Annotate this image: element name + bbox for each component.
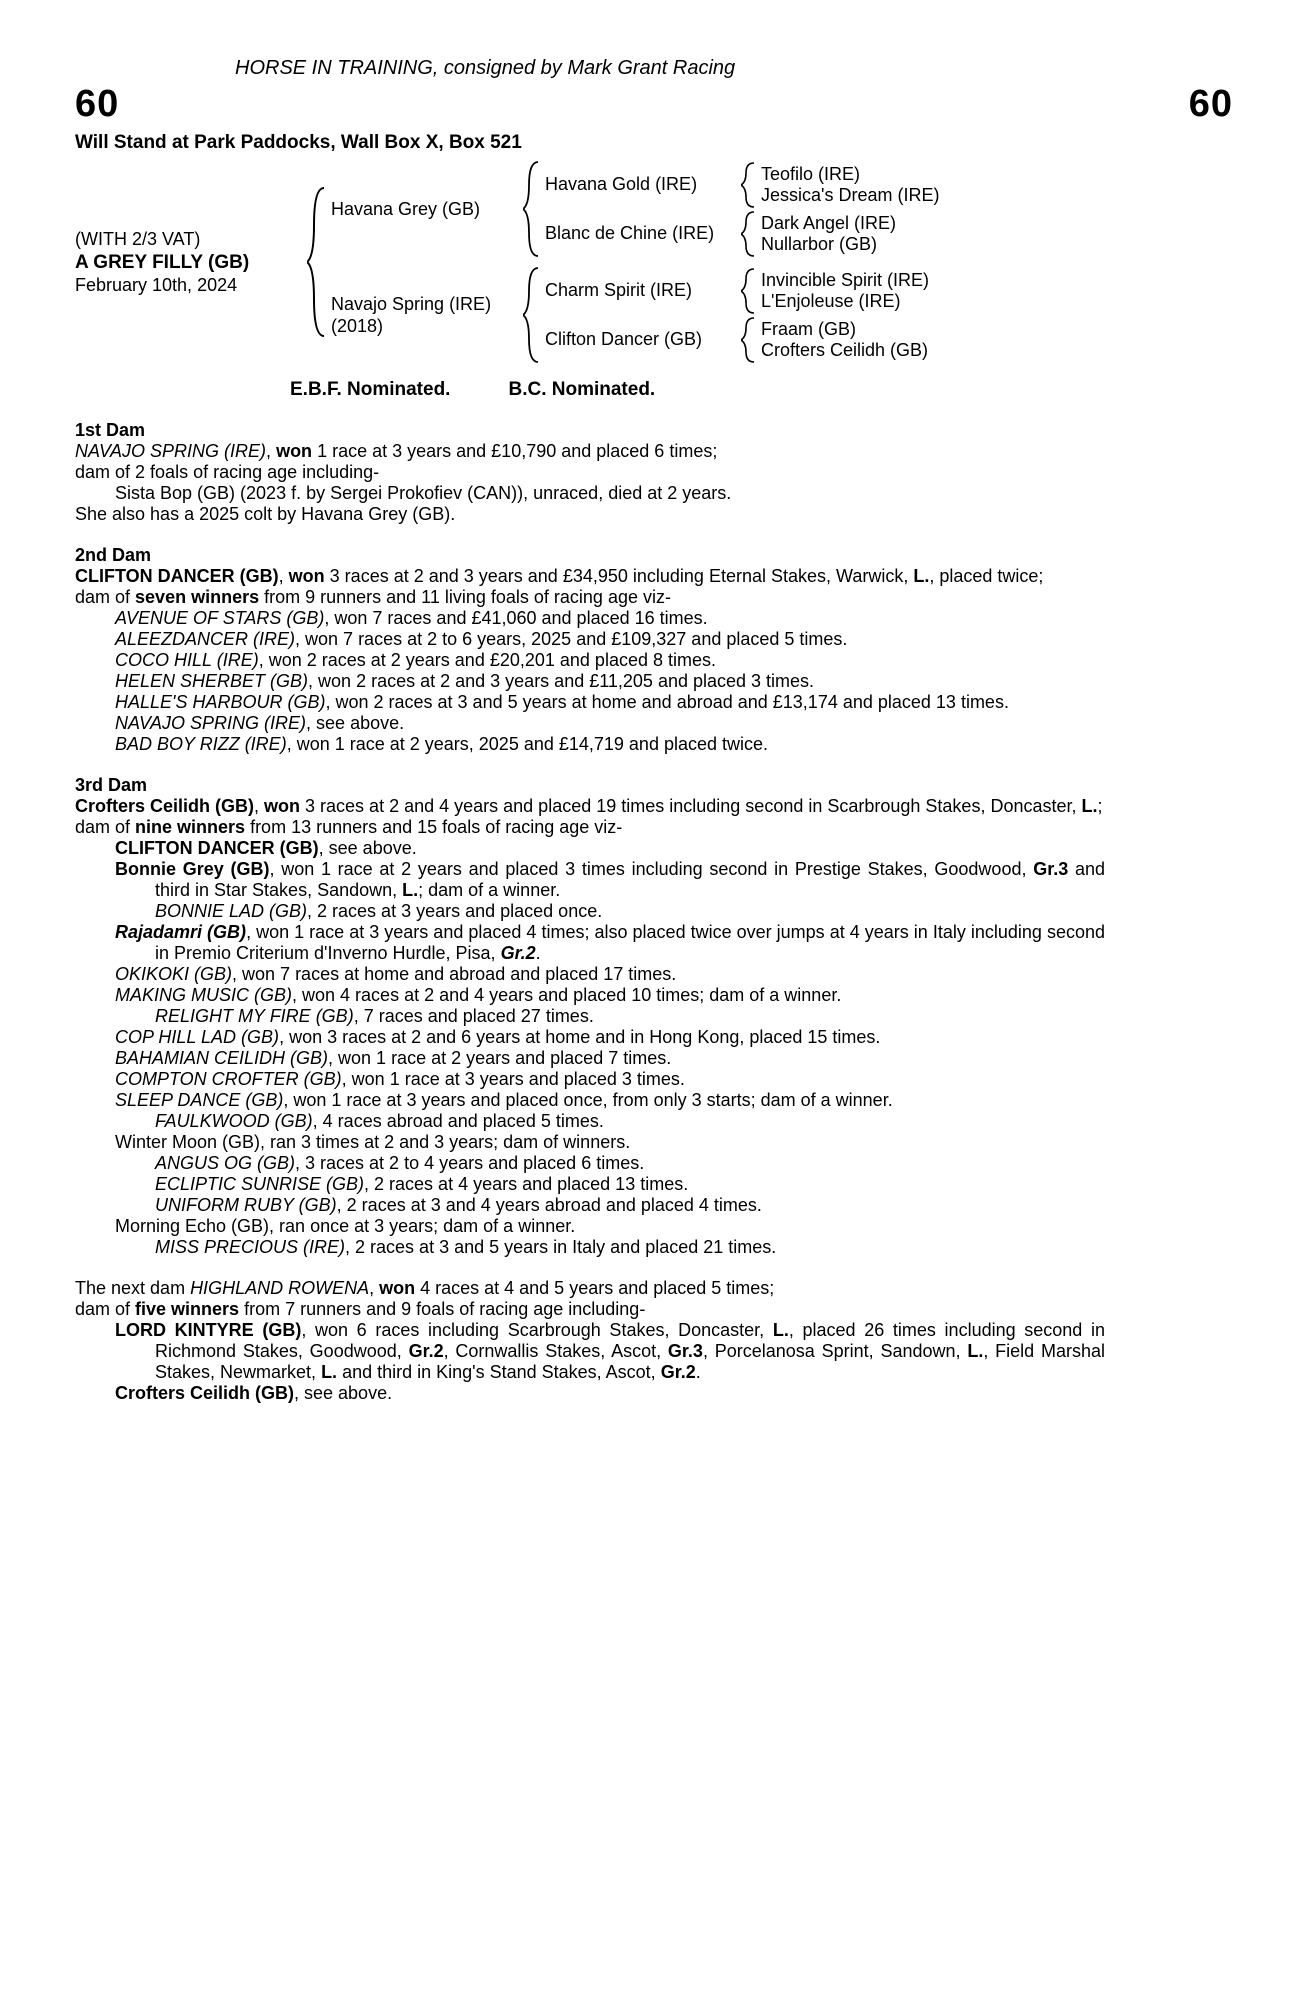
lot-identity bbox=[75, 228, 301, 297]
catalogue-paragraph: dam of 2 foals of racing age including- bbox=[75, 462, 380, 482]
catalogue-paragraph: HALLE'S HARBOUR (GB), won 2 races at 3 and 5 years at home and abroad and £13,174 and placed 13 times. bbox=[115, 692, 1009, 712]
catalogue-paragraph: dam of seven winners from 9 runners and 11 living foals of racing age viz- bbox=[75, 587, 671, 607]
great-grandparents bbox=[761, 164, 939, 206]
catalogue-paragraph: OKIKOKI (GB), won 7 races at home and abroad and placed 17 times. bbox=[115, 964, 677, 984]
lot-number-right: 60 bbox=[1188, 83, 1233, 125]
catalogue-paragraph: BAD BOY RIZZ (IRE), won 1 race at 2 years, 2025 and £14,719 and placed twice. bbox=[115, 734, 769, 754]
sire-branch bbox=[331, 161, 939, 257]
catalogue-paragraph: COMPTON CROFTER (GB), won 1 race at 3 years and placed 3 times. bbox=[115, 1069, 685, 1089]
nominations-row bbox=[290, 379, 1233, 400]
grandparent-name: Clifton Dancer (GB) bbox=[545, 329, 703, 349]
catalogue-paragraph: CLIFTON DANCER (GB), see above. bbox=[115, 838, 417, 858]
dam-name-block bbox=[331, 293, 517, 337]
catalogue-paragraph: BAHAMIAN CEILIDH (GB), won 1 race at 2 years and placed 7 times. bbox=[115, 1048, 672, 1068]
dam-year: (2018) bbox=[331, 316, 384, 336]
dam-brace-icon bbox=[523, 267, 539, 363]
great-grandparent-name: Nullarbor (GB) bbox=[761, 233, 878, 254]
catalogue-paragraph: CLIFTON DANCER (GB), won 3 races at 2 and 3 years and £34,950 including Eternal Stakes, Warwick, L., placed twice; bbox=[75, 566, 1044, 586]
grandparent-brace-icon bbox=[741, 162, 755, 208]
catalogue-paragraph: BONNIE LAD (GB), 2 races at 3 years and placed once. bbox=[155, 901, 603, 921]
great-grandparents bbox=[761, 270, 929, 312]
lot-number-left: 60 bbox=[75, 83, 120, 125]
catalogue-paragraph: Crofters Ceilidh (GB), see above. bbox=[115, 1383, 393, 1403]
horse-name: A GREY FILLY (GB) bbox=[75, 251, 250, 273]
catalogue-paragraph: Sista Bop (GB) (2023 f. by Sergei Prokofiev (CAN)), unraced, died at 2 years. bbox=[115, 483, 732, 503]
catalogue-paragraph: Winter Moon (GB), ran 3 times at 2 and 3 years; dam of winners. bbox=[115, 1132, 631, 1152]
dam-heading: 2nd Dam bbox=[75, 545, 152, 565]
great-grandparent-name: Crofters Ceilidh (GB) bbox=[761, 339, 929, 360]
great-grandparents bbox=[761, 213, 896, 255]
catalogue-paragraph: ALEEZDANCER (IRE), won 7 races at 2 to 6 years, 2025 and £109,327 and placed 5 times. bbox=[115, 629, 848, 649]
great-grandparent-name: Teofilo (IRE) bbox=[761, 163, 861, 184]
dam-heading: 1st Dam bbox=[75, 420, 146, 440]
dam-name: Navajo Spring (IRE) bbox=[331, 294, 492, 314]
lot-number-row bbox=[75, 84, 1233, 124]
catalogue-paragraph: MISS PRECIOUS (IRE), 2 races at 3 and 5 years in Italy and placed 21 times. bbox=[155, 1237, 777, 1257]
stand-location-line: Will Stand at Park Paddocks, Wall Box X, Box 521 bbox=[75, 132, 522, 153]
catalogue-paragraph: LORD KINTYRE (GB), won 6 races including Scarbrough Stakes, Doncaster, L., placed 26 times including second in Richmond Stakes, Goodwood, Gr.2, Cornwallis Stakes, Ascot, Gr.3, Porcelanosa Sprint, Sandown, L., Field Marshal Stakes, Newmarket, L. and third in King's Stand Stakes, Ascot, Gr.2. bbox=[115, 1320, 1105, 1382]
grandparent-name: Charm Spirit (IRE) bbox=[545, 280, 693, 300]
vat-note: (WITH 2/3 VAT) bbox=[75, 228, 201, 249]
maternal-granddam-branch bbox=[545, 317, 929, 363]
foaling-date: February 10th, 2024 bbox=[75, 274, 238, 295]
catalogue-paragraph: ECLIPTIC SUNRISE (GB), 2 races at 4 years and placed 13 times. bbox=[155, 1174, 689, 1194]
great-grandparent-name: L'Enjoleuse (IRE) bbox=[761, 290, 901, 311]
dam-branch bbox=[331, 267, 939, 363]
grandparent-brace-icon bbox=[741, 317, 755, 363]
parents-column bbox=[331, 161, 939, 363]
paternal-granddam-branch bbox=[545, 211, 939, 257]
catalogue-paragraph: NAVAJO SPRING (IRE), won 1 race at 3 years and £10,790 and placed 6 times; bbox=[75, 441, 718, 461]
grandparent-name: Blanc de Chine (IRE) bbox=[545, 223, 715, 243]
catalogue-body bbox=[75, 420, 1233, 1404]
catalogue-paragraph: dam of nine winners from 13 runners and 15 foals of racing age viz- bbox=[75, 817, 623, 837]
paternal-grandparents bbox=[545, 162, 939, 257]
catalogue-paragraph: HELEN SHERBET (GB), won 2 races at 2 and 3 years and £11,205 and placed 3 times. bbox=[115, 671, 815, 691]
catalogue-paragraph: ANGUS OG (GB), 3 races at 2 to 4 years and placed 6 times. bbox=[155, 1153, 645, 1173]
catalogue-paragraph: UNIFORM RUBY (GB), 2 races at 3 and 4 years abroad and placed 4 times. bbox=[155, 1195, 762, 1215]
great-grandparent-name: Jessica's Dream (IRE) bbox=[761, 184, 940, 205]
catalogue-paragraph: NAVAJO SPRING (IRE), see above. bbox=[115, 713, 405, 733]
great-grandparent-name: Dark Angel (IRE) bbox=[761, 212, 897, 233]
catalogue-paragraph: The next dam HIGHLAND ROWENA, won 4 races at 4 and 5 years and placed 5 times; bbox=[75, 1278, 775, 1298]
paternal-grandsire-branch bbox=[545, 162, 939, 208]
catalogue-paragraph: SLEEP DANCE (GB), won 1 race at 3 years and placed once, from only 3 starts; dam of a winner. bbox=[115, 1090, 893, 1110]
root-brace-icon bbox=[307, 187, 325, 337]
maternal-grandsire-branch bbox=[545, 268, 929, 314]
sire-brace-icon bbox=[523, 161, 539, 257]
catalogue-paragraph: Rajadamri (GB), won 1 race at 3 years and placed 4 times; also placed twice over jumps at 4 years in Italy including second in Premio Criterium d'Inverno Hurdle, Pisa, Gr.2. bbox=[115, 922, 1105, 963]
catalogue-paragraph: Morning Echo (GB), ran once at 3 years; dam of a winner. bbox=[115, 1216, 576, 1236]
pedigree-table bbox=[75, 161, 1233, 363]
catalogue-paragraph: COP HILL LAD (GB), won 3 races at 2 and 6 years at home and in Hong Kong, placed 15 times. bbox=[115, 1027, 881, 1047]
bc-nomination: B.C. Nominated. bbox=[508, 379, 656, 400]
grandparent-name: Havana Gold (IRE) bbox=[545, 174, 698, 194]
catalogue-paragraph: dam of five winners from 7 runners and 9 foals of racing age including- bbox=[75, 1299, 646, 1319]
catalogue-paragraph: Bonnie Grey (GB), won 1 race at 2 years and placed 3 times including second in Prestige Stakes, Goodwood, Gr.3 and third in Star Stakes, Sandown, L.; dam of a winner. bbox=[115, 859, 1105, 900]
grandparent-brace-icon bbox=[741, 211, 755, 257]
catalogue-paragraph: Crofters Ceilidh (GB), won 3 races at 2 and 4 years and placed 19 times including second in Scarbrough Stakes, Doncaster, L.; bbox=[75, 796, 1103, 816]
catalogue-paragraph: She also has a 2025 colt by Havana Grey (GB). bbox=[75, 504, 456, 524]
great-grandparent-name: Invincible Spirit (IRE) bbox=[761, 269, 930, 290]
catalogue-paragraph: MAKING MUSIC (GB), won 4 races at 2 and 4 years and placed 10 times; dam of a winner. bbox=[115, 985, 842, 1005]
ebf-nomination: E.B.F. Nominated. bbox=[290, 379, 451, 400]
catalogue-paragraph: FAULKWOOD (GB), 4 races abroad and placed 5 times. bbox=[155, 1111, 604, 1131]
great-grandparents bbox=[761, 319, 928, 361]
grandparent-brace-icon bbox=[741, 268, 755, 314]
maternal-grandparents bbox=[545, 268, 929, 363]
consignor-line: HORSE IN TRAINING, consigned by Mark Grant Racing bbox=[235, 57, 736, 79]
catalogue-paragraph: RELIGHT MY FIRE (GB), 7 races and placed 27 times. bbox=[155, 1006, 594, 1026]
great-grandparent-name: Fraam (GB) bbox=[761, 318, 857, 339]
catalogue-paragraph: COCO HILL (IRE), won 2 races at 2 years and £20,201 and placed 8 times. bbox=[115, 650, 716, 670]
catalogue-paragraph: AVENUE OF STARS (GB), won 7 races and £41,060 and placed 16 times. bbox=[115, 608, 708, 628]
sire-name: Havana Grey (GB) bbox=[331, 199, 481, 219]
dam-heading: 3rd Dam bbox=[75, 775, 148, 795]
